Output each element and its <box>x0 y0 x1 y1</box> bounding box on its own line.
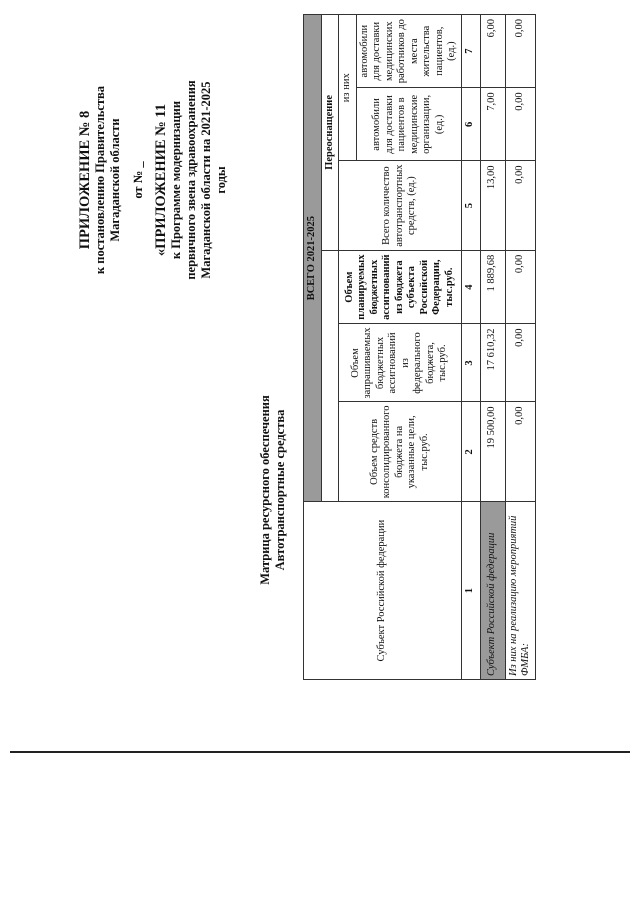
table-row <box>505 15 535 680</box>
value-cell: 17 610,32 <box>480 324 505 402</box>
col-federal-header: Объем запрашиваемых бюджетных ассигнований из федерального бюджета, тыс.руб. <box>339 324 462 402</box>
date-line: от № _ <box>131 161 145 199</box>
index-cell: 6 <box>461 88 480 161</box>
index-cell: 2 <box>461 402 480 502</box>
page-divider-line <box>10 751 630 753</box>
of-them-header: из них <box>339 15 357 161</box>
index-cell: 3 <box>461 324 480 402</box>
value-cell: 0,00 <box>505 88 535 161</box>
index-cell: 5 <box>461 161 480 250</box>
value-cell: 0,00 <box>505 161 535 250</box>
col-patient-transport-header: автомобили для доставки пациентов в медицинские организации, (ед.) <box>356 88 461 161</box>
total-header: ВСЕГО 2021-2025 <box>304 15 322 502</box>
value-cell: 0,00 <box>505 15 535 88</box>
row-label: Субъект Российской федерации <box>480 502 505 680</box>
program-line-3: Магаданской области на 2021-2025 <box>199 81 213 279</box>
column-index-row <box>461 15 480 680</box>
value-cell: 0,00 <box>505 402 535 502</box>
document-title <box>258 320 288 660</box>
reequip-header: Переоснащение <box>321 15 339 251</box>
appendix-header <box>78 60 229 300</box>
row-label: Из них на реализацию мероприятий ФМБА: <box>505 502 535 680</box>
table-row <box>480 15 505 680</box>
col-regional-header: Объем планируемых бюджетных ассигнований из бюджета субъекта Российской Федерации, тыс.руб. <box>339 250 462 324</box>
program-line-4: годы <box>214 166 228 194</box>
col-consolidated-header: Объем средств консолидированного бюджета на указанные цели, тыс.руб. <box>339 402 462 502</box>
value-cell: 0,00 <box>505 250 535 324</box>
value-cell: 19 500,00 <box>480 402 505 502</box>
value-cell: 6,00 <box>480 15 505 88</box>
col-total-vehicles-header: Всего количество автотранспортных средств, (ед.) <box>339 161 462 250</box>
index-cell: 4 <box>461 250 480 324</box>
program-line-2: первичного звена здравоохранения <box>184 80 198 280</box>
index-cell: 1 <box>461 502 480 680</box>
decree-line: к постановлению Правительства <box>93 85 107 275</box>
value-cell: 13,00 <box>480 161 505 250</box>
appendix-number-2: «ПРИЛОЖЕНИЕ № 11 <box>153 103 169 257</box>
region-line: Магаданской области <box>108 118 122 242</box>
col-staff-transport-header: автомобили для доставки медицинских работников до места жительства пациентов, (ед.) <box>356 15 461 88</box>
title-line-1: Матрица ресурсного обеспечения <box>258 395 272 585</box>
appendix-number: ПРИЛОЖЕНИЕ № 8 <box>77 110 93 250</box>
value-cell: 7,00 <box>480 88 505 161</box>
resource-matrix-table <box>303 14 536 680</box>
subject-header-cell: Субъект Российской федерации <box>304 502 462 680</box>
value-cell: 1 889,68 <box>480 250 505 324</box>
title-line-2: Автотранспортные средства <box>273 409 287 571</box>
value-cell: 0,00 <box>505 324 535 402</box>
index-cell: 7 <box>461 15 480 88</box>
program-line-1: к Программе модернизации <box>169 100 183 260</box>
blank-header-cell <box>321 250 339 501</box>
